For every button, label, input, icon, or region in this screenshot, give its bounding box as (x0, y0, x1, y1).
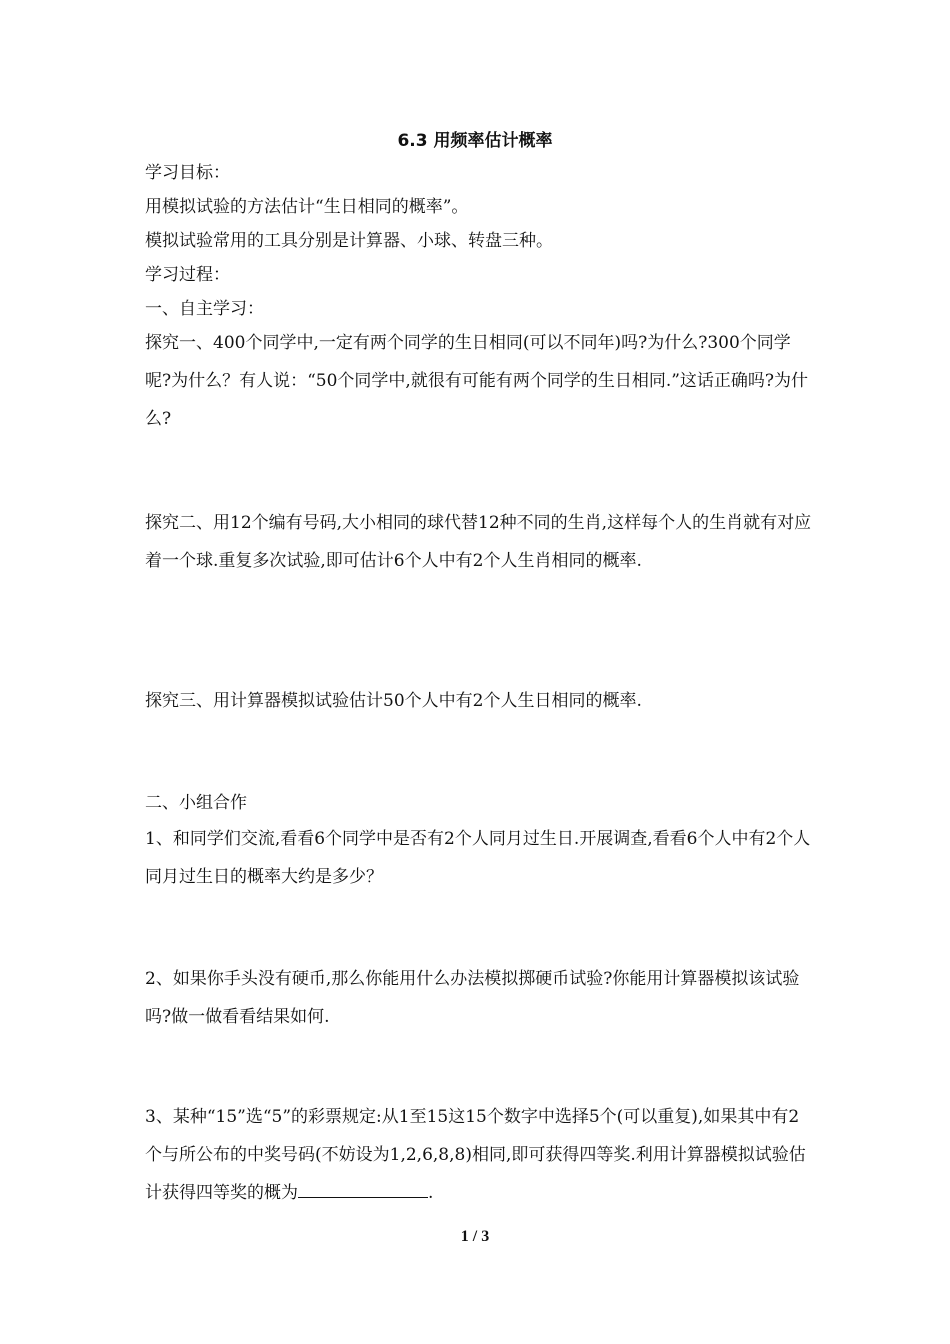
section1-heading: 一、自主学习： (145, 299, 264, 319)
answer-blank[interactable] (298, 1179, 428, 1198)
objective-item-1: 用模拟试验的方法估计“生日相同的概率”。 (145, 197, 469, 217)
question-3-text: 3、某种“15”选“5”的彩票规定:从1至15这15个数字中选择5个(可以重复),如果其中有2个与所公布的中奖号码(不妨设为1,2,6,8,8)相同,即可获得四等奖.利用计算器模拟试验估计获得四等奖的概为 (145, 1107, 806, 1203)
objectives-heading: 学习目标： (145, 163, 230, 183)
question-3 (145, 1098, 815, 1212)
section2-heading: 二、小组合作 (145, 793, 247, 813)
explore-three: 探究三、用计算器模拟试验估计50个人中有2个人生日相同的概率. (145, 691, 642, 711)
page-title: 6.3 用频率估计概率 (397, 131, 553, 151)
page-number: 1 / 3 (460, 1228, 490, 1245)
question-2: 2、如果你手头没有硬币,那么你能用什么办法模拟掷硬币试验?你能用计算器模拟该试验吗?做一做看看结果如何. (145, 969, 800, 1027)
process-heading: 学习过程： (145, 265, 230, 285)
objective-item-2: 模拟试验常用的工具分别是计算器、小球、转盘三种。 (145, 231, 553, 251)
explore-one: 探究一、400个同学中,一定有两个同学的生日相同(可以不同年)吗?为什么?300个同学呢?为什么？有人说：“50个同学中,就很有可能有两个同学的生日相同.”这话正确吗?为什么? (145, 333, 809, 429)
explore-two: 探究二、用12个编有号码,大小相同的球代替12种不同的生肖,这样每个人的生肖就有对应着一个球.重复多次试验,即可估计6个人中有2个人生肖相同的概率. (145, 513, 812, 571)
question-3-end: . (428, 1183, 434, 1203)
question-1: 1、和同学们交流,看看6个同学中是否有2个人同月过生日.开展调查,看看6个人中有2个人同月过生日的概率大约是多少？ (145, 829, 811, 887)
